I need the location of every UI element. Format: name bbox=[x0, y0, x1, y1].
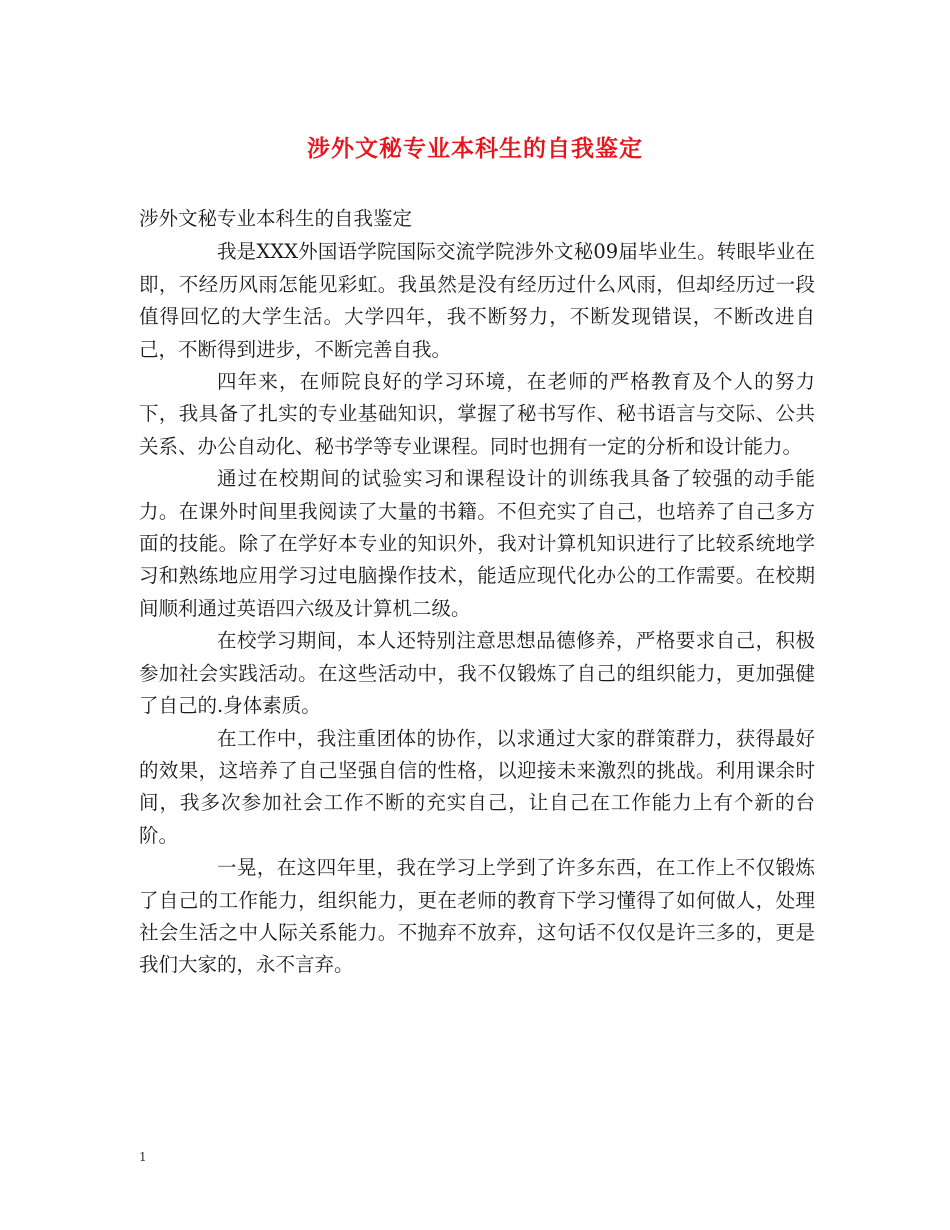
paragraph-2: 四年来，在师院良好的学习环境，在老师的严格教育及个人的努力下，我具备了扎实的专业基础知识，掌握了秘书写作、秘书语言与交际、公共关系、办公自动化、秘书学等专业课程。同时也拥有一定的分析和设计能力。 bbox=[139, 370, 815, 458]
paragraph-3: 通过在校期间的试验实习和课程设计的训练我具备了较强的动手能力。在课外时间里我阅读了大量的书籍。不但充实了自己，也培养了自己多方面的技能。除了在学好本专业的知识外，我对计算机知识进行了比较系统地学习和熟练地应用学习过电脑操作技术，能适应现代化办公的工作需要。在校期间顺利通过英语四六级及计算机二级。 bbox=[139, 467, 815, 620]
paragraph-5: 在工作中，我注重团体的协作，以求通过大家的群策群力，获得最好的效果，这培养了自己坚强自信的性格，以迎接未来激烈的挑战。利用课余时间，我多次参加社会工作不断的充实自己，让自己在工作能力上有个新的台阶。 bbox=[139, 726, 815, 847]
paragraph-1: 我是XXX外国语学院国际交流学院涉外文秘09届毕业生。转眼毕业在即，不经历风雨怎能见彩虹。我虽然是没有经历过什么风雨，但却经历过一段值得回忆的大学生活。大学四年，我不断努力，不断发现错误，不断改进自己，不断得到进步，不断完善自我。 bbox=[139, 240, 815, 361]
document-body bbox=[139, 203, 815, 982]
paragraph-4: 在校学习期间，本人还特别注意思想品德修养，严格要求自己，积极参加社会实践活动。在这些活动中，我不仅锻炼了自己的组织能力，更加强健了自己的.身体素质。 bbox=[139, 629, 815, 718]
document-subtitle: 涉外文秘专业本科生的自我鉴定 bbox=[139, 207, 413, 230]
page-number: 1 bbox=[139, 1150, 147, 1164]
page-title: 涉外文秘专业本科生的自我鉴定 bbox=[307, 135, 643, 162]
paragraph-6: 一晃，在这四年里，我在学习上学到了许多东西，在工作上不仅锻炼了自己的工作能力，组织能力，更在老师的教育下学习懂得了如何做人，处理社会生活之中人际关系能力。不抛弃不放弃，这句话不仅仅是许三多的，更是我们大家的，永不言弃。 bbox=[139, 856, 815, 977]
